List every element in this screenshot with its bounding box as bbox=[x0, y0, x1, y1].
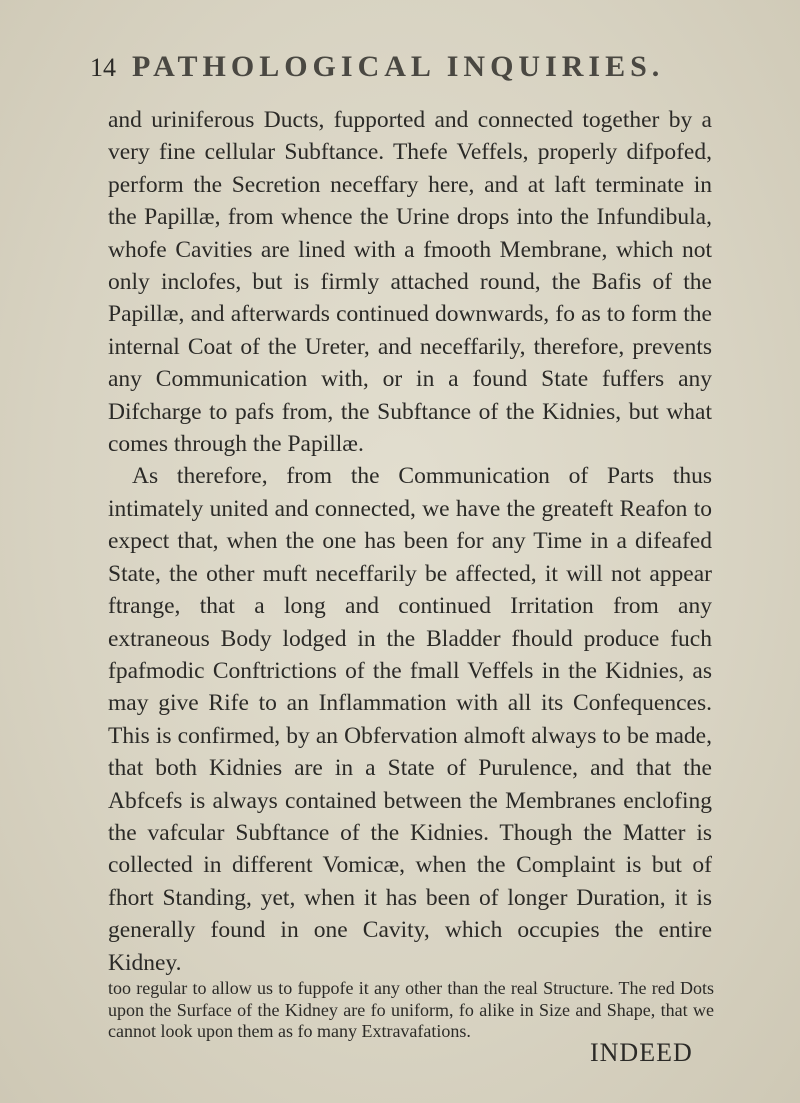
running-title: PATHOLOGICAL INQUIRIES. bbox=[132, 50, 665, 83]
catchword: INDEED bbox=[590, 1038, 693, 1067]
paragraph-2: As therefore, from the Communication of Parts thus intimately united and connected, we have the greateft Reafon to expect that, when the one has been for any Time in a difeafed State, the other muft neceffarily be affected, it will not appear ftrange, that a long and continued Irritation from any extraneous Body lodged in the Bladder fhould produce fuch fpafmodic Conftrictions of the fmall Veffels in the Kidnies, as may give Rife to an Inflammation with all its Confequences. This is confirmed, by an Obfervation almoft always to be made, that both Kidnies are in a State of Purulence, and that the Abfcefs is always contained between the Membranes enclofing the vafcular Subftance of the Kidnies. Though the Matter is collected in different Vomicæ, when the Complaint is but of fhort Standing, yet, when it has been of longer Duration, it is generally found in one Cavity, which occupies the entire Kidney. bbox=[108, 463, 712, 976]
running-head bbox=[90, 50, 730, 90]
footnote: too regular to allow us to fuppofe it any other than the real Structure. The red Dots upon the Surface of the Kidney are fo uniform, fo alike in Size and Shape, that we cannot look upon them as fo many Extravafations. bbox=[108, 978, 714, 1041]
body-text bbox=[108, 104, 712, 979]
page-number: 14 bbox=[90, 53, 116, 82]
paragraph-1: and uriniferous Ducts, fupported and connected together by a very fine cellular Subftance. Thefe Veffels, properly difpofed, perform the Secretion neceffary here, and at laft terminate in the Papillæ, from whence the Urine drops into the Infundibula, whofe Cavities are lined with a fmooth Membrane, which not only inclofes, but is firmly attached round, the Bafis of the Papillæ, and afterwards continued downwards, fo as to form the internal Coat of the Ureter, and neceffarily, therefore, prevents any Communication with, or in a found State fuffers any Difcharge to pafs from, the Subftance of the Kidnies, but what comes through the Papillæ. bbox=[108, 107, 712, 458]
